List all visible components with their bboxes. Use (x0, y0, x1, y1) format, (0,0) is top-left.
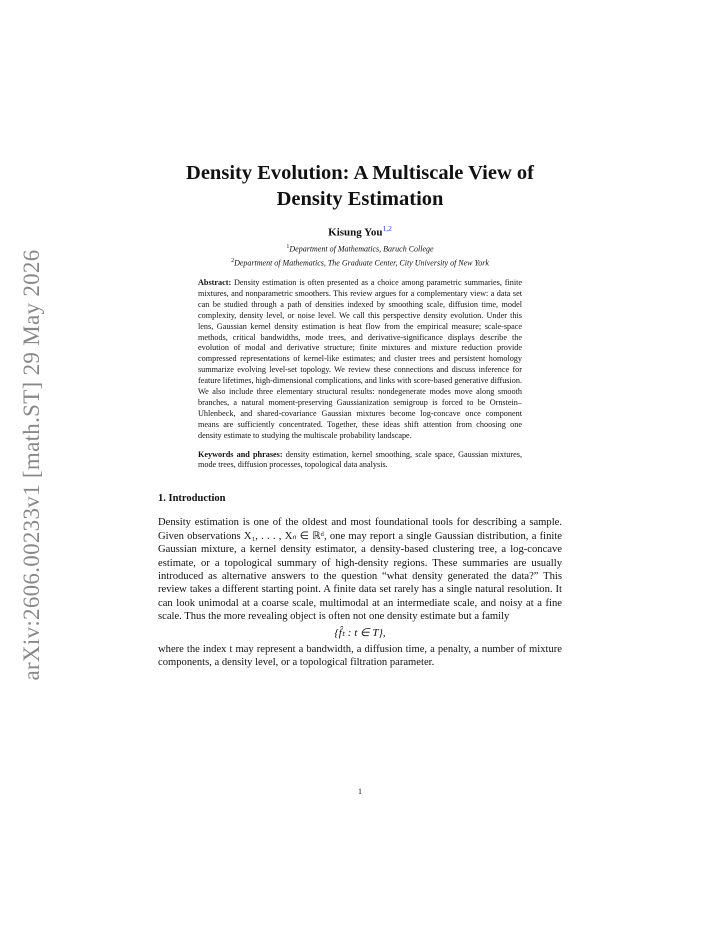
paper-page (158, 160, 562, 669)
abstract (198, 278, 522, 442)
section-heading (158, 493, 562, 504)
author-marks: 1,2 (382, 224, 392, 233)
abstract-label: Abstract: (198, 277, 232, 287)
section-title: Introduction (168, 493, 226, 505)
arxiv-stamp-text: arXiv:2606.00233v1 [math.ST] 29 May 2026 (19, 249, 44, 681)
section-number: 1. (158, 493, 166, 505)
affiliation-1-text: Department of Mathematics, Baruch College (289, 244, 434, 254)
abstract-text: Density estimation is often presented as a choice among parametric summaries, finite mixtures, and nonparametric smoothers. This review argues for a complementary view: a data set can be studied through a path of densities indexed by smoothing scale, diffusion time, model complexity, density level, or noise level. We call this perspective density evolution. Under this lens, Gaussian kernel density estimation is heat flow from the empirical measure; scale-space methods, critical bandwidths, mode trees, and derivative-significance displays describe the evolution of modal and derivative structure; finite mixtures and mixture reduction provide compressed representations of kernel-like estimates; and cluster trees and persistent homology summarize evolving level-set topology. We review these connections and discuss inference for feature lifetimes, high-dimensional complications, and links with score-based generative diffusion. We also include three elementary structural results: nondegenerate modes move along smooth branches, a natural moment-preserving Gaussianization semigroup is forced to be Ornstein–Uhlenbeck, and shared-covariance Gaussian mixtures become log-concave once component means are sufficiently concentrated. Together, these ideas shift attention from choosing one density estimate to studying the multiscale probability landscape. (198, 277, 523, 440)
keywords (198, 450, 522, 472)
arxiv-stamp (12, 240, 52, 690)
page-number: 1 (358, 787, 362, 796)
affiliation-2-text: Department of Mathematics, The Graduate Center, City University of New York (234, 258, 489, 268)
intro-paragraph-1: Density estimation is one of the oldest and most foundational tools for describing a sample. Given observations X₁, . . . , Xₙ ∈ ℝᵈ, one may report a single Gaussian distribution, a finite Gaussian mixture, a kernel density estimator, a density-based clustering tree, a log-concave estimate, or a topological summary of high-density regions. These summaries are usually introduced as alternative answers to the question “what density generated the data?” This review takes a different starting point. A finite data set rarely has a single natural resolution. It can look unimodal at a coarse scale, multimodal at an intermediate scale, and noisy at a fine scale. Thus the more revealing object is often not one density estimate but a family (158, 517, 562, 623)
affiliation-2 (158, 258, 562, 268)
keywords-label: Keywords and phrases: (198, 449, 283, 459)
affiliation-1 (158, 244, 562, 254)
keywords-text: density estimation, kernel smoothing, scale space, Gaussian mixtures, mode trees, diffusion processes, topological data analysis. (198, 449, 522, 470)
display-equation: {f̂ₜ : t ∈ T}, (334, 626, 386, 639)
affiliation-2-mark: 2 (231, 258, 235, 265)
paper-title: Density Evolution: A Multiscale View of Density Estimation (186, 162, 534, 210)
author-line (158, 224, 562, 239)
author-name: Kisung You (328, 226, 383, 239)
intro-paragraph-2: where the index t may represent a bandwidth, a diffusion time, a penalty, a number of mixture components, a density level, or a topological filtration parameter. (158, 643, 562, 669)
affiliation-1-mark: 1 (286, 243, 290, 250)
